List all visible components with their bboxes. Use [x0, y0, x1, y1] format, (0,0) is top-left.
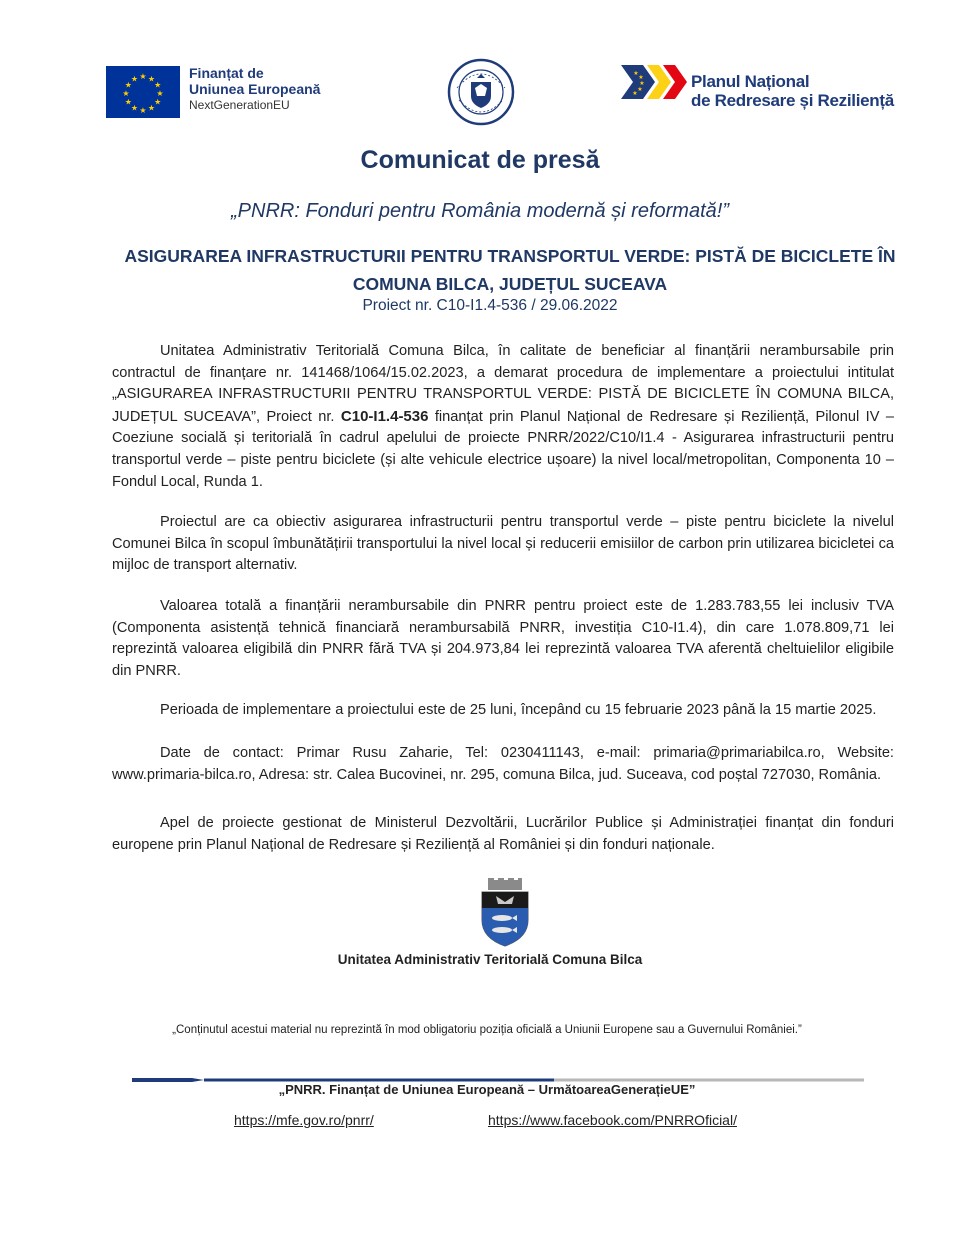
page-title: Comunicat de presă: [360, 146, 600, 174]
pnrr-line-1: Planul Național: [691, 72, 810, 91]
mfe-pnrr-link[interactable]: https://mfe.gov.ro/pnrr/: [234, 1112, 374, 1128]
headline: ASIGURAREA INFRASTRUCTURII PENTRU TRANSPORTUL VERDE: PISTĂ DE BICICLETE ÎN COMUNA BILCA, JUDEȚUL SUCEAVA: [124, 246, 896, 294]
svg-text:★: ★: [154, 80, 162, 90]
eu-funding-text: [189, 65, 320, 113]
svg-text:★: ★: [637, 86, 643, 93]
svg-text:★: ★: [154, 97, 162, 107]
svg-text:★: ★: [124, 80, 132, 90]
svg-text:★: ★: [147, 74, 156, 84]
paragraph-intro: [112, 341, 894, 493]
footer-divider: [132, 1070, 864, 1076]
paragraph-call: Apel de proiecte gestionat de Ministerul Dezvoltării, Lucrărilor Publice și Administrației finanțat din fonduri europene prin Planul Național de Redresare și Reziliență al României și din fonduri naționale.: [112, 815, 894, 853]
svg-text:★: ★: [122, 89, 130, 98]
pnrr-line-2: de Redresare și Reziliență: [691, 91, 894, 110]
facebook-pnrr-link[interactable]: https://www.facebook.com/PNRROficial/: [488, 1112, 737, 1128]
coat-of-arms-icon: [478, 878, 532, 948]
project-number: Proiect nr. C10-I1.4-536 / 29.06.2022: [362, 297, 618, 314]
government-seal-icon: [447, 58, 515, 126]
paragraph-intro-part-b: finanțat prin Planul Național de Redresare și Reziliență, Pilonul IV – Coeziune socială și teritorială în cadrul apelului de proiecte PNRR/2022/C10/I1.4 - Asigurarea infrastructurii pentru transportul verde – piste pentru biciclete (și alte vehicule electrice ușoare) la nivel local/metropolitan, Componenta 10 – Fondul Local, Runda 1.: [112, 408, 894, 490]
svg-text:★: ★: [130, 103, 139, 113]
disclaimer: „Conținutul acestui material nu reprezintă în mod obligatoriu poziția oficială a Uniunii Europene sau a Guvernului României.”: [172, 1024, 802, 1036]
eu-flag-icon: [106, 66, 180, 118]
svg-text:★: ★: [139, 106, 147, 115]
paragraph-financing: Valoarea totală a finanțării nerambursabile din PNRR pentru proiect este de 1.283.783,55 lei inclusiv TVA (Componenta asistență tehnică financiară nerambursabilă PNRR, investiția C10-I1.4), din care 1.078.809,71 lei reprezintă valoarea eligibilă din PNRR fără TVA și 204.973,84 lei reprezintă valoarea TVA aferentă cheltuielilor eligibile din PNRR.: [112, 598, 894, 679]
coat-of-arms-label: Unitatea Administrativ Teritorială Comuna Bilca: [337, 952, 643, 967]
project-code: C10-I1.4-536: [340, 407, 429, 425]
paragraph-intro-part-a: Unitatea Administrativ Teritorială Comuna Bilca, în calitate de beneficiar al finanțării nerambursabile prin contractul de finanțare nr. 141468/1064/15.02.2023, a demarat procedura de implementare a proiectului intitulat „ASIGURAREA INFRASTRUCTURII PENTRU TRANSPORTUL VERDE: PISTĂ DE BICICLETE ÎN COMUNA BILCA, JUDEȚUL SUCEAVA”, Proiect nr.: [112, 343, 894, 425]
svg-text:★: ★: [639, 80, 645, 87]
svg-text:★: ★: [156, 89, 164, 98]
pnrr-title: [691, 72, 894, 110]
svg-text:★: ★: [632, 90, 638, 97]
svg-text:★: ★: [130, 74, 139, 84]
svg-text:★: ★: [147, 103, 156, 113]
footer-slogan: „PNRR. Finanțat de Uniunea Europeană – UrmătoareaGenerațieUE”: [278, 1082, 696, 1097]
eu-line-3: NextGenerationEU: [189, 98, 290, 112]
svg-text:★: ★: [124, 97, 132, 107]
paragraph-period: Perioada de implementare a proiectului este de 25 luni, începând cu 15 februarie 2023 până la 15 martie 2025.: [160, 702, 877, 718]
eu-line-1: Finanțat de: [189, 65, 264, 81]
paragraph-objective: Proiectul are ca obiectiv asigurarea infrastructurii pentru transportul verde – piste pentru biciclete la nivelul Comunei Bilca în scopul îmbunătățirii transportului la nivel local și reducerii emisiilor de carbon prin utilizarea bicicletei ca mijloc de transport alternativ.: [112, 514, 894, 574]
svg-text:★: ★: [633, 70, 639, 77]
paragraph-contact: Date de contact: Primar Rusu Zaharie, Tel: 0230411143, e-mail: primaria@primariabilca.ro, Website: www.primaria-bilca.ro, Adresa: str. Calea Bucovinei, nr. 295, comuna Bilca, jud. Suceava, cod poștal 727030, România.: [112, 745, 894, 783]
slogan: „PNRR: Fonduri pentru România modernă și reformată!”: [231, 200, 729, 222]
eu-line-2: Uniunea Europeană: [189, 81, 321, 97]
svg-text:★: ★: [638, 74, 644, 81]
pnrr-logo-icon: [621, 63, 689, 101]
svg-text:★: ★: [139, 72, 147, 81]
